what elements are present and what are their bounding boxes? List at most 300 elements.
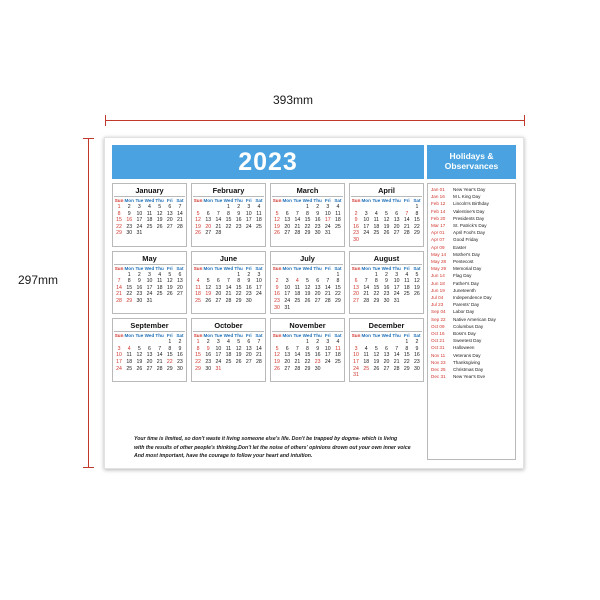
day-cell: 25 <box>294 297 301 304</box>
day-cell: 15 <box>225 217 232 224</box>
day-cell: 22 <box>225 223 232 230</box>
weekday-label: Mon <box>124 333 134 339</box>
day-cell: 16 <box>274 291 280 298</box>
day-cell: 16 <box>177 352 183 359</box>
day-cell: 23 <box>353 230 359 237</box>
holiday-date: Jan 16 <box>431 194 445 200</box>
day-cell: 26 <box>383 230 390 237</box>
day-cell-empty <box>402 298 412 305</box>
month-block <box>270 318 345 382</box>
holiday-name: Mother's Day <box>453 251 480 257</box>
height-dimension-label: 297mm <box>18 273 59 287</box>
day-cell: 27 <box>383 365 390 372</box>
weekday-label: Sat <box>334 198 342 203</box>
day-cell: 5 <box>374 345 378 352</box>
holiday-row <box>431 244 513 251</box>
week-row <box>351 211 422 218</box>
day-cell: 23 <box>414 358 420 365</box>
day-cell: 24 <box>284 297 291 304</box>
day-cell: 13 <box>205 217 212 224</box>
week-row <box>351 372 422 379</box>
day-cell-empty <box>244 366 254 373</box>
week-row <box>272 230 343 237</box>
day-cell: 12 <box>156 210 163 217</box>
day-cell: 7 <box>326 278 330 285</box>
day-cell: 11 <box>294 284 301 291</box>
day-cell: 4 <box>127 345 131 352</box>
day-cell: 5 <box>137 345 141 352</box>
weekday-label: Fri <box>324 198 331 203</box>
day-cell: 22 <box>304 358 311 365</box>
day-cell: 24 <box>324 223 331 230</box>
day-cell: 31 <box>324 230 331 237</box>
day-cell: 11 <box>335 345 341 352</box>
day-cell: 29 <box>335 297 341 304</box>
day-cell: 22 <box>373 291 380 298</box>
day-cell: 15 <box>373 284 380 291</box>
day-cell-empty <box>223 366 233 373</box>
holiday-name: Juneteenth <box>453 287 476 293</box>
day-cell-empty <box>282 339 292 346</box>
holiday-name: New Year's Day <box>453 187 486 192</box>
day-cell: 5 <box>206 278 210 285</box>
year-text: 2023 <box>238 147 298 176</box>
day-cell: 12 <box>166 278 173 285</box>
day-cell-empty <box>234 230 244 237</box>
day-cell: 1 <box>168 339 172 346</box>
day-cell: 30 <box>205 365 212 372</box>
day-cell: 11 <box>146 210 153 217</box>
month-name: November <box>272 320 343 332</box>
day-cell: 9 <box>247 278 251 285</box>
day-cell: 17 <box>393 284 400 291</box>
weekday-label: Fri <box>166 333 173 339</box>
day-cell: 23 <box>314 223 321 230</box>
day-cell: 11 <box>363 352 369 359</box>
day-cell: 21 <box>116 291 122 298</box>
day-cell-empty <box>292 339 302 346</box>
day-cell: 12 <box>235 345 242 352</box>
week-row <box>351 298 422 305</box>
day-cell: 28 <box>215 230 222 237</box>
day-cell: 5 <box>158 204 162 210</box>
day-cell: 8 <box>196 345 200 352</box>
day-cell: 26 <box>304 297 311 304</box>
month-block <box>270 183 345 247</box>
day-cell: 16 <box>314 217 321 224</box>
holiday-date: Jul 04 <box>431 295 444 301</box>
holiday-date: Nov 11 <box>431 352 446 358</box>
month-name: August <box>351 253 422 265</box>
day-cell: 4 <box>196 278 200 285</box>
holiday-date: Feb 12 <box>431 201 446 207</box>
day-cell: 31 <box>146 297 153 304</box>
day-cell: 20 <box>284 223 291 230</box>
holiday-name: Labor Day <box>453 309 475 315</box>
day-cell: 18 <box>156 284 163 291</box>
day-cell: 6 <box>148 345 151 352</box>
day-cell: 20 <box>353 291 359 298</box>
holiday-date: Jan 01 <box>431 187 445 192</box>
day-cell: 4 <box>374 210 378 217</box>
day-cell: 19 <box>195 223 201 230</box>
day-cell: 10 <box>116 352 122 359</box>
day-cell: 17 <box>353 358 359 365</box>
day-cell: 10 <box>393 278 400 285</box>
day-cell: 3 <box>326 204 330 210</box>
week-row <box>272 339 343 346</box>
holiday-date: Apr 07 <box>431 237 445 243</box>
day-cell: 21 <box>256 352 262 359</box>
day-cell: 2 <box>237 204 241 210</box>
weekday-label: Tue <box>372 198 381 203</box>
day-cell: 7 <box>295 345 299 352</box>
day-cell-empty <box>361 204 371 211</box>
day-cell: 6 <box>285 210 289 217</box>
holiday-name: Flag Day <box>453 273 472 279</box>
week-row <box>193 346 264 353</box>
day-cell: 22 <box>195 358 201 365</box>
day-cell: 27 <box>284 230 291 237</box>
day-cell: 18 <box>195 291 201 298</box>
week-row <box>193 285 264 292</box>
week-row <box>114 352 185 359</box>
day-cell: 21 <box>177 217 183 224</box>
week-row <box>193 217 264 224</box>
day-cell: 15 <box>166 352 173 359</box>
day-cell: 27 <box>353 297 359 304</box>
day-cell: 25 <box>335 223 341 230</box>
month-block <box>112 251 187 315</box>
day-cell: 16 <box>414 352 420 359</box>
week-row <box>114 285 185 292</box>
holiday-date: May 14 <box>431 251 447 257</box>
day-cell: 19 <box>136 358 143 365</box>
day-cell: 21 <box>156 358 163 365</box>
day-cell: 3 <box>395 271 399 278</box>
day-cell: 9 <box>415 345 419 352</box>
day-cell: 24 <box>393 291 400 298</box>
weekday-label: Wed <box>223 333 234 339</box>
day-cell: 17 <box>116 358 122 365</box>
day-cell: 17 <box>136 217 143 224</box>
holiday-row <box>431 222 513 229</box>
day-cell: 10 <box>136 210 143 217</box>
day-cell: 26 <box>156 223 163 230</box>
day-cell: 10 <box>324 210 331 217</box>
day-cell-empty <box>323 272 333 279</box>
day-cell: 18 <box>146 217 153 224</box>
week-row <box>193 230 264 237</box>
day-cell: 18 <box>126 358 133 365</box>
day-cell-empty <box>402 204 412 211</box>
day-cell: 19 <box>205 291 212 298</box>
week-row <box>351 285 422 292</box>
day-cell: 31 <box>215 365 222 372</box>
day-cell: 26 <box>195 230 201 237</box>
day-cell-empty <box>223 230 233 237</box>
week-row <box>272 217 343 224</box>
day-cell: 24 <box>146 291 153 298</box>
week-row <box>351 366 422 373</box>
week-row <box>114 366 185 373</box>
day-cell: 12 <box>373 352 380 359</box>
weekday-label: Mon <box>361 265 371 271</box>
week-row <box>272 305 343 312</box>
day-cell: 28 <box>403 230 410 237</box>
week-row <box>272 278 343 285</box>
day-cell: 14 <box>225 284 232 291</box>
week-row <box>351 230 422 237</box>
day-cell: 5 <box>385 210 388 217</box>
weekday-label: Mon <box>361 198 371 203</box>
day-cell: 13 <box>146 352 153 359</box>
day-cell: 27 <box>146 365 153 372</box>
weekday-label: Mon <box>361 333 371 339</box>
weekday-label: Sun <box>272 333 282 339</box>
day-cell: 13 <box>393 217 400 224</box>
day-cell: 21 <box>294 223 301 230</box>
holiday-date: Oct 21 <box>431 338 445 344</box>
day-cell-empty <box>392 339 402 346</box>
holidays-header-line1: Holidays & <box>449 151 494 162</box>
weekday-label: Wed <box>223 265 234 271</box>
day-cell: 12 <box>274 217 280 224</box>
day-cell-empty <box>292 272 302 279</box>
day-cell-empty <box>371 372 381 379</box>
week-row <box>351 359 422 366</box>
day-cell: 30 <box>136 297 143 304</box>
day-cell: 17 <box>245 217 252 224</box>
day-cell: 28 <box>324 297 331 304</box>
day-cell-empty <box>292 204 302 211</box>
day-cell: 9 <box>275 284 279 291</box>
calendar-poster <box>104 137 524 469</box>
holiday-date: Oct 31 <box>431 345 445 351</box>
day-cell: 15 <box>403 352 410 359</box>
week-row <box>351 278 422 285</box>
day-cell: 15 <box>304 352 311 359</box>
day-cell: 22 <box>335 291 341 298</box>
holiday-date: Jun 18 <box>431 280 445 286</box>
day-cell: 30 <box>274 304 280 311</box>
day-cell: 10 <box>245 210 252 217</box>
week-row <box>351 346 422 353</box>
day-cell: 16 <box>136 284 143 291</box>
day-cell: 7 <box>364 278 368 285</box>
day-cell: 8 <box>336 278 340 285</box>
month-name: April <box>351 185 422 197</box>
day-cell: 18 <box>403 284 410 291</box>
day-cell: 5 <box>306 278 309 285</box>
month-name: February <box>193 185 264 197</box>
day-cell: 2 <box>354 210 358 217</box>
weekday-label: Sat <box>176 333 184 339</box>
holiday-row <box>431 359 513 366</box>
day-cell: 27 <box>393 230 400 237</box>
day-cell: 29 <box>304 365 311 372</box>
weekday-label: Wed <box>302 198 313 203</box>
day-cell: 16 <box>235 217 242 224</box>
weekday-label: Mon <box>282 198 292 203</box>
day-cell: 6 <box>385 345 388 352</box>
day-cell-empty <box>175 230 185 237</box>
day-cell: 31 <box>353 372 359 379</box>
day-cell: 1 <box>196 339 200 346</box>
weekday-label: Wed <box>381 265 392 271</box>
day-cell: 24 <box>245 223 252 230</box>
holiday-name: Boss's Day <box>453 331 476 337</box>
day-cell-empty <box>361 372 371 379</box>
day-cell: 17 <box>146 284 153 291</box>
day-cell: 17 <box>324 352 331 359</box>
holiday-row <box>431 272 513 279</box>
day-cell: 8 <box>374 278 378 285</box>
day-cell: 9 <box>206 345 210 352</box>
day-cell: 8 <box>168 345 172 352</box>
holiday-name: Lincoln's Birthday <box>453 201 489 207</box>
day-cell: 7 <box>295 210 299 217</box>
weekday-label: Thu <box>155 265 164 271</box>
weekday-label: Sun <box>351 265 361 271</box>
day-cell: 30 <box>383 297 390 304</box>
weekday-label: Thu <box>234 333 243 339</box>
holiday-row <box>431 265 513 272</box>
weekday-label: Fri <box>324 265 331 271</box>
day-cell-empty <box>234 366 244 373</box>
day-cell-empty <box>313 272 323 279</box>
holiday-name: Native American Day <box>453 316 496 322</box>
weekday-label: Wed <box>302 265 313 271</box>
quote-block <box>134 435 418 460</box>
holiday-name: Pentecost <box>453 259 474 265</box>
weekday-label: Mon <box>124 198 134 203</box>
day-cell: 28 <box>116 297 122 304</box>
quote-line: with the results of other people's thinking.Don't let the noise of others' opinions drown out your own inner voice <box>134 444 411 451</box>
day-cell: 17 <box>363 223 370 230</box>
month-name: June <box>193 253 264 265</box>
day-cell: 29 <box>304 230 311 237</box>
day-cell: 24 <box>256 291 262 298</box>
day-cell-empty <box>213 204 223 211</box>
day-cell-empty <box>412 372 422 379</box>
day-cell: 7 <box>395 345 399 352</box>
day-cell-empty <box>381 339 391 346</box>
day-cell: 13 <box>314 284 321 291</box>
week-row <box>272 211 343 218</box>
month-block <box>191 183 266 247</box>
holiday-date: Oct 09 <box>431 323 445 329</box>
holiday-row <box>431 330 513 337</box>
day-cell: 19 <box>304 291 311 298</box>
day-cell-empty <box>361 272 371 279</box>
day-cell: 8 <box>306 345 309 352</box>
holiday-name: St. Patrick's Day <box>453 223 487 229</box>
day-cell: 24 <box>116 365 122 372</box>
week-row <box>193 204 264 211</box>
holiday-date: Sep 22 <box>431 316 446 322</box>
day-cell: 23 <box>235 223 242 230</box>
day-cell: 13 <box>177 278 183 285</box>
day-cell: 19 <box>235 352 242 359</box>
day-cell: 9 <box>316 345 320 352</box>
day-cell: 7 <box>117 278 121 285</box>
day-cell: 11 <box>335 210 341 217</box>
weekday-label: Sun <box>114 198 124 203</box>
holiday-name: Good Friday <box>453 237 479 243</box>
day-cell: 18 <box>335 217 341 224</box>
day-cell: 17 <box>256 284 262 291</box>
holiday-date: Feb 14 <box>431 208 446 214</box>
month-name: March <box>272 185 343 197</box>
day-cell: 24 <box>363 230 370 237</box>
holiday-date: Jun 14 <box>431 273 445 279</box>
day-cell: 11 <box>256 210 262 217</box>
height-dimension-line <box>88 138 89 468</box>
day-cell: 4 <box>336 339 340 346</box>
day-cell: 1 <box>227 204 230 210</box>
day-cell: 23 <box>245 291 252 298</box>
day-cell-empty <box>381 237 391 244</box>
day-cell: 3 <box>148 271 151 278</box>
holidays-header-line2: Observances <box>444 161 499 171</box>
day-cell: 30 <box>245 297 252 304</box>
month-name: October <box>193 320 264 332</box>
day-cell: 14 <box>403 217 410 224</box>
week-row <box>193 278 264 285</box>
day-cell: 22 <box>126 291 133 298</box>
day-cell: 20 <box>314 291 321 298</box>
weekday-label: Tue <box>135 333 144 339</box>
day-cell: 27 <box>177 291 183 298</box>
weekday-label: Wed <box>144 333 155 339</box>
holiday-date: Apr 09 <box>431 244 445 250</box>
holiday-name: Easter <box>453 244 467 250</box>
holiday-name: Father's Day <box>453 280 479 286</box>
day-cell: 13 <box>166 210 173 217</box>
holiday-row <box>431 258 513 265</box>
week-row <box>193 366 264 373</box>
day-cell: 16 <box>205 352 212 359</box>
week-row <box>351 224 422 231</box>
day-cell: 29 <box>235 297 242 304</box>
day-cell-empty <box>282 272 292 279</box>
day-cell: 2 <box>247 271 251 278</box>
day-cell: 25 <box>335 358 341 365</box>
day-cell: 13 <box>284 352 291 359</box>
day-cell: 11 <box>126 352 132 359</box>
day-cell-empty <box>402 372 412 379</box>
day-cell: 1 <box>306 204 309 210</box>
day-cell: 25 <box>403 291 410 298</box>
day-cell: 22 <box>414 223 420 230</box>
day-cell-empty <box>371 237 381 244</box>
day-cell-empty <box>165 298 175 305</box>
weekday-label: Tue <box>214 265 223 271</box>
day-cell: 23 <box>177 358 183 365</box>
day-cell-empty <box>124 339 134 346</box>
weekday-label: Sun <box>193 265 203 271</box>
day-cell: 26 <box>136 365 143 372</box>
months-grid <box>112 183 424 382</box>
holiday-date: Jun 19 <box>431 287 445 293</box>
day-cell-empty <box>272 204 282 211</box>
day-cell: 21 <box>215 223 222 230</box>
day-cell: 23 <box>126 223 133 230</box>
day-cell-empty <box>351 204 361 211</box>
day-cell: 5 <box>275 345 279 352</box>
day-cell: 8 <box>415 210 419 217</box>
